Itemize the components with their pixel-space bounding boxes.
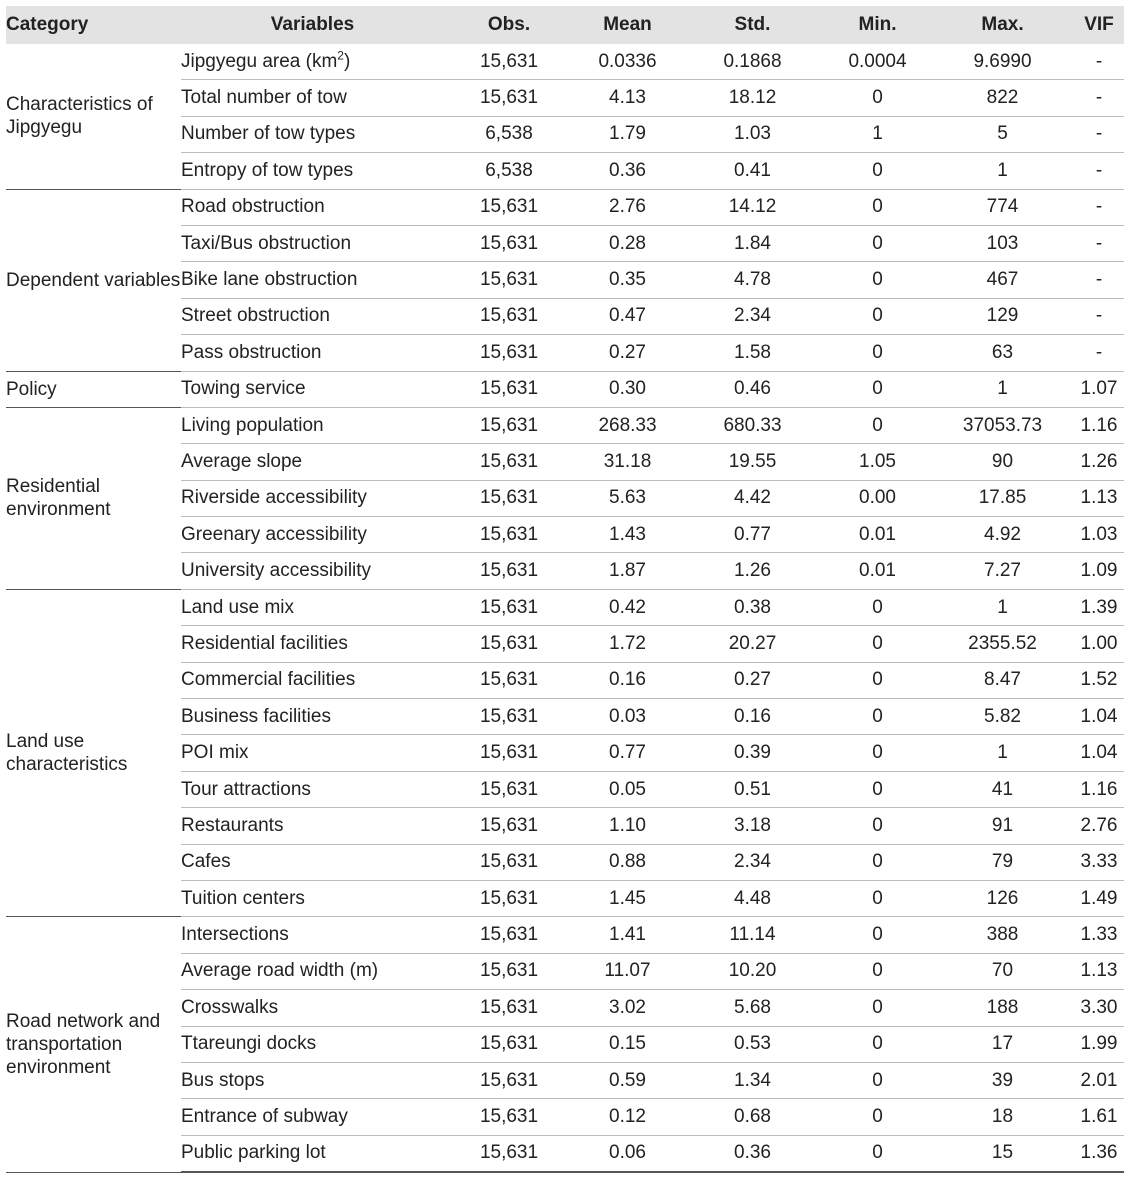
variable-label: Towing service	[181, 378, 306, 400]
min-cell: 0.0004	[824, 44, 931, 80]
std-cell: 0.68	[681, 1099, 824, 1135]
variable-label: Entropy of tow types	[181, 159, 354, 181]
obs-cell: 15,631	[444, 990, 574, 1026]
variable-cell	[181, 298, 444, 334]
min-cell: 0	[824, 880, 931, 916]
std-cell: 4.48	[681, 880, 824, 916]
table-body	[6, 44, 1124, 1172]
header-max: Max.	[931, 6, 1074, 44]
variable-label: Residential facilities	[181, 632, 348, 654]
min-cell: 0	[824, 589, 931, 625]
min-cell: 0	[824, 407, 931, 443]
min-cell: 1.05	[824, 444, 931, 480]
variable-label: Bus stops	[181, 1069, 265, 1091]
max-cell: 388	[931, 917, 1074, 953]
mean-cell: 5.63	[574, 480, 681, 516]
min-cell: 0	[824, 80, 931, 116]
obs-cell: 15,631	[444, 808, 574, 844]
mean-cell: 1.43	[574, 517, 681, 553]
mean-cell: 4.13	[574, 80, 681, 116]
category-cell: Residential environment	[6, 407, 181, 589]
max-cell: 17	[931, 1026, 1074, 1062]
std-cell: 1.84	[681, 225, 824, 261]
mean-cell: 0.12	[574, 1099, 681, 1135]
variable-label: Intersections	[181, 924, 289, 946]
variable-cell	[181, 335, 444, 371]
vif-cell: 1.16	[1074, 407, 1124, 443]
mean-cell: 0.30	[574, 371, 681, 407]
obs-cell: 15,631	[444, 917, 574, 953]
mean-cell: 0.47	[574, 298, 681, 334]
mean-cell: 0.36	[574, 153, 681, 189]
obs-cell: 15,631	[444, 699, 574, 735]
std-cell: 2.34	[681, 844, 824, 880]
variable-label: Ttareungi docks	[181, 1033, 317, 1055]
mean-cell: 1.10	[574, 808, 681, 844]
header-variables: Variables	[181, 6, 444, 44]
mean-cell: 0.77	[574, 735, 681, 771]
vif-cell: 3.33	[1074, 844, 1124, 880]
max-cell: 15	[931, 1135, 1074, 1172]
table-row	[6, 407, 1124, 443]
std-cell: 4.78	[681, 262, 824, 298]
variable-label: Bike lane obstruction	[181, 269, 358, 291]
vif-cell: 1.39	[1074, 589, 1124, 625]
mean-cell: 0.59	[574, 1062, 681, 1098]
variable-cell	[181, 1062, 444, 1098]
obs-cell: 15,631	[444, 225, 574, 261]
obs-cell: 15,631	[444, 517, 574, 553]
obs-cell: 15,631	[444, 662, 574, 698]
vif-cell: 2.01	[1074, 1062, 1124, 1098]
mean-cell: 0.35	[574, 262, 681, 298]
category-cell: Dependent variables	[6, 189, 181, 371]
std-cell: 11.14	[681, 917, 824, 953]
max-cell: 37053.73	[931, 407, 1074, 443]
vif-cell: 1.00	[1074, 626, 1124, 662]
vif-cell: 1.49	[1074, 880, 1124, 916]
vif-cell: 1.07	[1074, 371, 1124, 407]
max-cell: 188	[931, 990, 1074, 1026]
variable-label: Land use mix	[181, 596, 295, 618]
variable-cell	[181, 153, 444, 189]
min-cell: 0	[824, 153, 931, 189]
variable-label: Average road width (m)	[181, 960, 379, 982]
category-cell: Land use characteristics	[6, 589, 181, 917]
variable-label: Living population	[181, 414, 324, 436]
table-row	[6, 189, 1124, 225]
mean-cell: 0.15	[574, 1026, 681, 1062]
mean-cell: 0.42	[574, 589, 681, 625]
vif-cell: 1.99	[1074, 1026, 1124, 1062]
variable-label: Business facilities	[181, 705, 331, 727]
variable-label: Road obstruction	[181, 196, 325, 218]
min-cell: 0.00	[824, 480, 931, 516]
max-cell: 1	[931, 735, 1074, 771]
header-std: Std.	[681, 6, 824, 44]
variable-cell	[181, 225, 444, 261]
vif-cell: 3.30	[1074, 990, 1124, 1026]
min-cell: 0	[824, 808, 931, 844]
category-cell: Characteristics of Jipgyegu	[6, 44, 181, 189]
variable-label: Entrance of subway	[181, 1106, 348, 1128]
variable-label: Street obstruction	[181, 305, 330, 327]
category-cell: Road network and transportation environment	[6, 917, 181, 1172]
max-cell: 8.47	[931, 662, 1074, 698]
max-cell: 2355.52	[931, 626, 1074, 662]
vif-cell: -	[1074, 189, 1124, 225]
min-cell: 0	[824, 298, 931, 334]
std-cell: 0.53	[681, 1026, 824, 1062]
vif-cell: -	[1074, 225, 1124, 261]
header-category: Category	[6, 6, 181, 44]
variable-cell	[181, 80, 444, 116]
variable-cell	[181, 407, 444, 443]
min-cell: 0	[824, 953, 931, 989]
obs-cell: 15,631	[444, 480, 574, 516]
max-cell: 4.92	[931, 517, 1074, 553]
variable-cell	[181, 808, 444, 844]
variable-cell	[181, 953, 444, 989]
variable-label: Riverside accessibility	[181, 487, 367, 509]
variable-cell	[181, 880, 444, 916]
mean-cell: 0.03	[574, 699, 681, 735]
variable-cell	[181, 735, 444, 771]
mean-cell: 0.27	[574, 335, 681, 371]
obs-cell: 15,631	[444, 371, 574, 407]
statistics-table	[6, 6, 1124, 1173]
category-cell: Policy	[6, 371, 181, 407]
vif-cell: 1.13	[1074, 953, 1124, 989]
variable-label: Tour attractions	[181, 778, 311, 800]
variable-cell	[181, 371, 444, 407]
vif-cell: 1.04	[1074, 735, 1124, 771]
vif-cell: -	[1074, 298, 1124, 334]
variable-cell	[181, 1135, 444, 1172]
min-cell: 0	[824, 1062, 931, 1098]
min-cell: 0	[824, 917, 931, 953]
max-cell: 5	[931, 116, 1074, 152]
obs-cell: 15,631	[444, 626, 574, 662]
max-cell: 774	[931, 189, 1074, 225]
table-row	[6, 44, 1124, 80]
vif-cell: 1.33	[1074, 917, 1124, 953]
max-cell: 103	[931, 225, 1074, 261]
max-cell: 7.27	[931, 553, 1074, 589]
max-cell: 129	[931, 298, 1074, 334]
std-cell: 18.12	[681, 80, 824, 116]
variable-label: Number of tow types	[181, 123, 356, 145]
variable-cell	[181, 589, 444, 625]
std-cell: 0.27	[681, 662, 824, 698]
max-cell: 70	[931, 953, 1074, 989]
min-cell: 0	[824, 735, 931, 771]
variable-cell	[181, 517, 444, 553]
header-min: Min.	[824, 6, 931, 44]
min-cell: 0	[824, 1026, 931, 1062]
std-cell: 0.41	[681, 153, 824, 189]
std-cell: 14.12	[681, 189, 824, 225]
min-cell: 0	[824, 844, 931, 880]
max-cell: 90	[931, 444, 1074, 480]
obs-cell: 15,631	[444, 335, 574, 371]
std-cell: 1.34	[681, 1062, 824, 1098]
obs-cell: 15,631	[444, 44, 574, 80]
max-cell: 467	[931, 262, 1074, 298]
std-cell: 1.03	[681, 116, 824, 152]
obs-cell: 15,631	[444, 1062, 574, 1098]
min-cell: 0	[824, 1135, 931, 1172]
vif-cell: -	[1074, 116, 1124, 152]
obs-cell: 15,631	[444, 1099, 574, 1135]
variable-cell	[181, 626, 444, 662]
mean-cell: 0.0336	[574, 44, 681, 80]
variable-label-tail: )	[343, 50, 351, 72]
min-cell: 0	[824, 990, 931, 1026]
table-row	[6, 917, 1124, 953]
variable-label: POI mix	[181, 742, 249, 764]
variable-cell	[181, 262, 444, 298]
std-cell: 19.55	[681, 444, 824, 480]
std-cell: 0.77	[681, 517, 824, 553]
std-cell: 0.46	[681, 371, 824, 407]
variable-label: Crosswalks	[181, 996, 279, 1018]
mean-cell: 1.45	[574, 880, 681, 916]
std-cell: 10.20	[681, 953, 824, 989]
std-cell: 0.36	[681, 1135, 824, 1172]
mean-cell: 1.79	[574, 116, 681, 152]
mean-cell: 0.05	[574, 771, 681, 807]
mean-cell: 1.72	[574, 626, 681, 662]
header-obs: Obs.	[444, 6, 574, 44]
variable-cell	[181, 771, 444, 807]
max-cell: 63	[931, 335, 1074, 371]
variable-cell	[181, 844, 444, 880]
obs-cell: 6,538	[444, 153, 574, 189]
max-cell: 39	[931, 1062, 1074, 1098]
vif-cell: -	[1074, 80, 1124, 116]
variable-label: Pass obstruction	[181, 341, 322, 363]
std-cell: 0.1868	[681, 44, 824, 80]
min-cell: 0	[824, 626, 931, 662]
std-cell: 1.26	[681, 553, 824, 589]
table-row	[6, 371, 1124, 407]
mean-cell: 2.76	[574, 189, 681, 225]
obs-cell: 15,631	[444, 189, 574, 225]
max-cell: 1	[931, 589, 1074, 625]
obs-cell: 15,631	[444, 553, 574, 589]
mean-cell: 3.02	[574, 990, 681, 1026]
vif-cell: -	[1074, 44, 1124, 80]
min-cell: 0	[824, 335, 931, 371]
mean-cell: 0.28	[574, 225, 681, 261]
obs-cell: 15,631	[444, 262, 574, 298]
variable-label: Commercial facilities	[181, 669, 356, 691]
variable-label: Greenary accessibility	[181, 523, 367, 545]
obs-cell: 15,631	[444, 844, 574, 880]
std-cell: 4.42	[681, 480, 824, 516]
vif-cell: 1.26	[1074, 444, 1124, 480]
variable-label: Tuition centers	[181, 887, 305, 909]
mean-cell: 11.07	[574, 953, 681, 989]
variable-cell	[181, 189, 444, 225]
obs-cell: 15,631	[444, 1026, 574, 1062]
obs-cell: 6,538	[444, 116, 574, 152]
max-cell: 1	[931, 153, 1074, 189]
std-cell: 5.68	[681, 990, 824, 1026]
vif-cell: 1.61	[1074, 1099, 1124, 1135]
min-cell: 0.01	[824, 553, 931, 589]
min-cell: 0	[824, 189, 931, 225]
vif-cell: 1.36	[1074, 1135, 1124, 1172]
max-cell: 91	[931, 808, 1074, 844]
min-cell: 0	[824, 371, 931, 407]
vif-cell: 1.16	[1074, 771, 1124, 807]
variable-label: Average slope	[181, 450, 303, 472]
std-cell: 3.18	[681, 808, 824, 844]
mean-cell: 1.87	[574, 553, 681, 589]
min-cell: 0	[824, 262, 931, 298]
variable-cell	[181, 990, 444, 1026]
variable-cell	[181, 917, 444, 953]
variable-cell	[181, 1099, 444, 1135]
max-cell: 41	[931, 771, 1074, 807]
variable-cell	[181, 44, 444, 80]
max-cell: 17.85	[931, 480, 1074, 516]
mean-cell: 1.41	[574, 917, 681, 953]
variable-cell	[181, 699, 444, 735]
min-cell: 0	[824, 225, 931, 261]
obs-cell: 15,631	[444, 1135, 574, 1172]
variable-cell	[181, 1026, 444, 1062]
obs-cell: 15,631	[444, 880, 574, 916]
obs-cell: 15,631	[444, 80, 574, 116]
header-row	[6, 6, 1124, 44]
variable-cell	[181, 444, 444, 480]
std-cell: 0.16	[681, 699, 824, 735]
vif-cell: 2.76	[1074, 808, 1124, 844]
std-cell: 2.34	[681, 298, 824, 334]
std-cell: 0.51	[681, 771, 824, 807]
variable-cell	[181, 662, 444, 698]
std-cell: 1.58	[681, 335, 824, 371]
obs-cell: 15,631	[444, 298, 574, 334]
variable-superscript: 2	[337, 48, 344, 63]
obs-cell: 15,631	[444, 771, 574, 807]
std-cell: 0.39	[681, 735, 824, 771]
table-row	[6, 589, 1124, 625]
vif-cell: -	[1074, 262, 1124, 298]
max-cell: 18	[931, 1099, 1074, 1135]
min-cell: 0.01	[824, 517, 931, 553]
obs-cell: 15,631	[444, 444, 574, 480]
max-cell: 5.82	[931, 699, 1074, 735]
variable-label: Taxi/Bus obstruction	[181, 232, 352, 254]
variable-label: Restaurants	[181, 814, 284, 836]
mean-cell: 268.33	[574, 407, 681, 443]
max-cell: 126	[931, 880, 1074, 916]
vif-cell: -	[1074, 335, 1124, 371]
mean-cell: 0.88	[574, 844, 681, 880]
variable-cell	[181, 480, 444, 516]
min-cell: 0	[824, 1099, 931, 1135]
variable-label: Total number of tow	[181, 87, 347, 109]
variable-label: Public parking lot	[181, 1142, 326, 1164]
std-cell: 20.27	[681, 626, 824, 662]
min-cell: 0	[824, 662, 931, 698]
variable-label: University accessibility	[181, 560, 372, 582]
max-cell: 1	[931, 371, 1074, 407]
vif-cell: 1.13	[1074, 480, 1124, 516]
obs-cell: 15,631	[444, 589, 574, 625]
variable-label: Cafes	[181, 851, 231, 873]
header-vif: VIF	[1074, 6, 1124, 44]
header-mean: Mean	[574, 6, 681, 44]
mean-cell: 0.16	[574, 662, 681, 698]
vif-cell: -	[1074, 153, 1124, 189]
vif-cell: 1.03	[1074, 517, 1124, 553]
obs-cell: 15,631	[444, 407, 574, 443]
variable-cell	[181, 116, 444, 152]
variable-cell	[181, 553, 444, 589]
min-cell: 1	[824, 116, 931, 152]
std-cell: 680.33	[681, 407, 824, 443]
mean-cell: 0.06	[574, 1135, 681, 1172]
mean-cell: 31.18	[574, 444, 681, 480]
min-cell: 0	[824, 771, 931, 807]
std-cell: 0.38	[681, 589, 824, 625]
vif-cell: 1.04	[1074, 699, 1124, 735]
min-cell: 0	[824, 699, 931, 735]
max-cell: 822	[931, 80, 1074, 116]
obs-cell: 15,631	[444, 735, 574, 771]
variable-label: Jipgyegu area (km	[181, 50, 338, 72]
vif-cell: 1.09	[1074, 553, 1124, 589]
vif-cell: 1.52	[1074, 662, 1124, 698]
max-cell: 9.6990	[931, 44, 1074, 80]
obs-cell: 15,631	[444, 953, 574, 989]
max-cell: 79	[931, 844, 1074, 880]
